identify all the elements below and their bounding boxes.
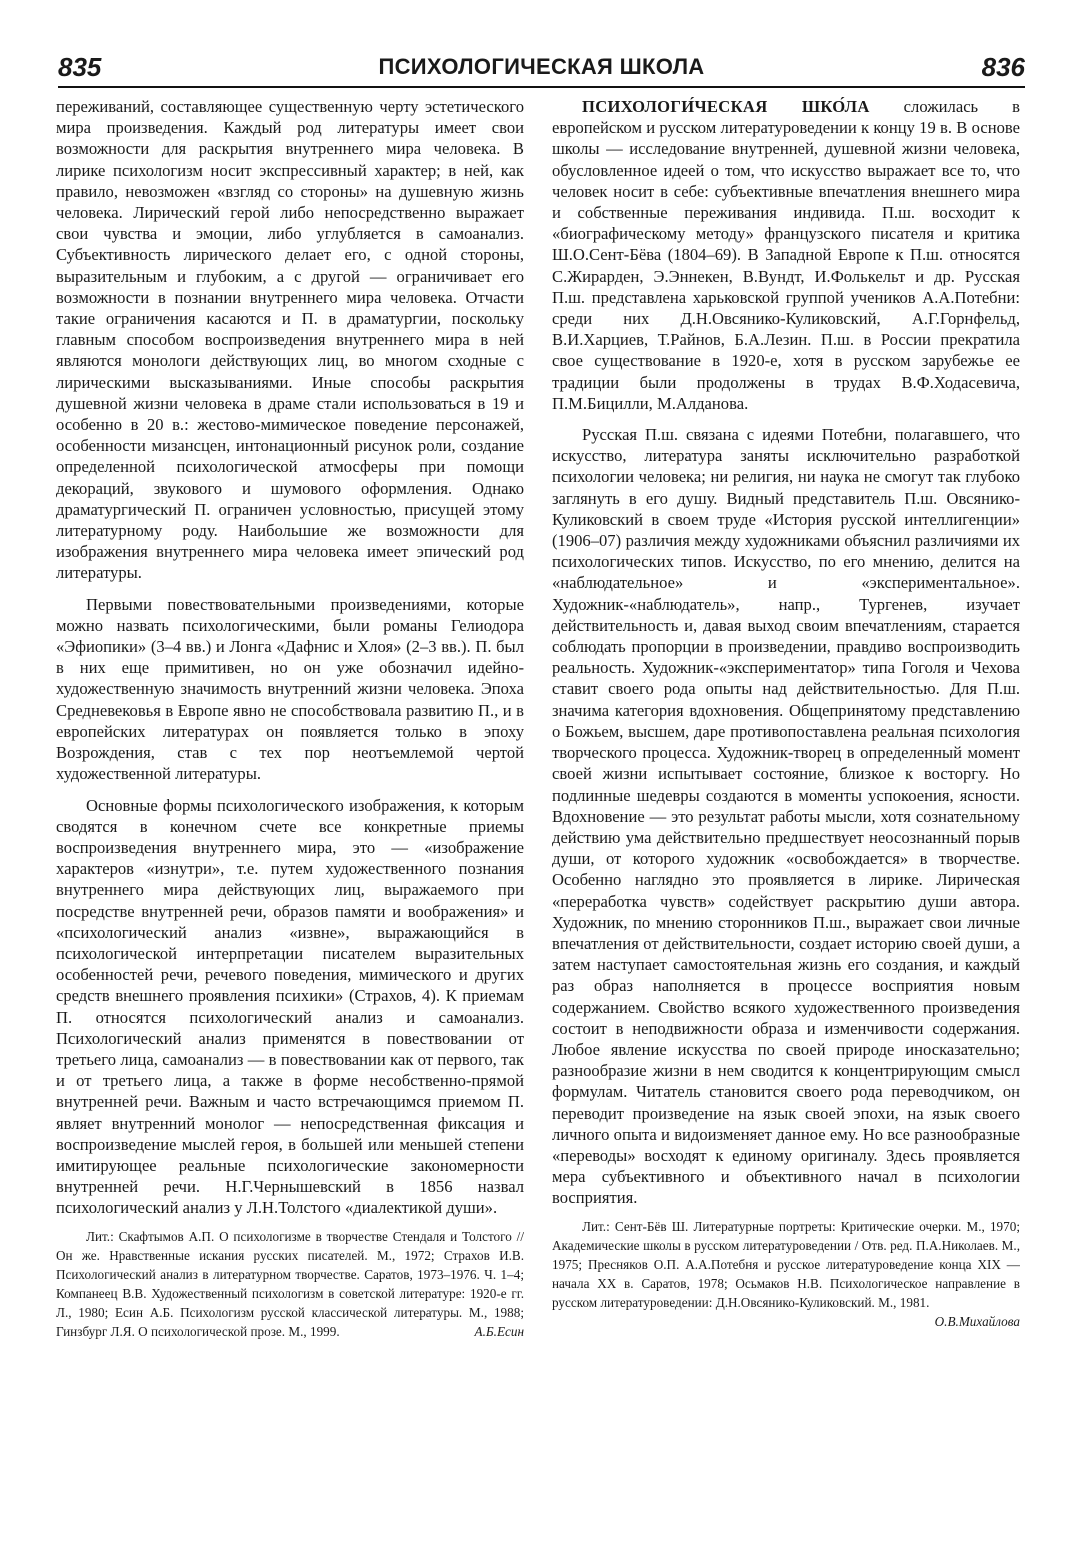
page-number-left: 835 (58, 52, 102, 82)
page-number-right: 836 (981, 52, 1025, 82)
right-author-signature: О.В.Михайлова (934, 1313, 1020, 1329)
right-bibliography (552, 1217, 1020, 1329)
left-paragraph-2: Первыми повествовательными произведениями, которые можно назвать психологическими, были романы Гелиодора «Эфиопики» (3–4 вв.) и Лонга «Дафнис и Хлоя» (2–3 вв.). П. был в них еще примитивен, но он уже обозначил идейно-художественную значимость внутренний жизни человека. Эпоха Средневековья в Европе явно не способствовала развитию П., и в европейских литературах он появляется только в эпоху Возрождения, став с тех пор неотъемлемой чертой художественной литературы. (56, 594, 524, 784)
left-bibliography-text: Лит.: Скафтымов А.П. О психологизме в творчестве Стендаля и Толстого // Он же. Нравственные искания русских писателей. М., 1972; Страхов И.В. Психологический анализ в литературном творчестве. Саратов, 1973–1976. Ч. 1–4; Компанеец В.В. Художественный психологизм в советской литературе: 1920-е гг. Л., 1980; Есин А.Б. Психологизм русской классической литературы. М., 1988; Гинзбург Л.Я. О психологической прозе. М., 1999. (56, 1228, 524, 1339)
left-author-signature: А.Б.Есин (474, 1323, 524, 1339)
entry-title: ПСИХОЛОГИ́ЧЕСКАЯ ШКО́ЛА (582, 97, 870, 116)
running-head-title: ПСИХОЛОГИЧЕСКАЯ ШКОЛА (378, 54, 705, 79)
entry-paragraph-1 (552, 96, 1020, 414)
left-paragraph-3: Основные формы психологического изображения, к которым сводятся в конечном счете все конкретные приемы воспроизведения внутреннего мира, это — «изображение характеров «изнутри», т.е. путем художественного познания внутреннего мира действующих лиц, выражаемого при посредстве внутренней речи, образов памяти и воображения» и «психологический анализ «извне», выражающийся в психологической интерпретации писателем выразительных особенностей речи, речевого поведения, мимического и других средств внешнего проявления психики» (Страхов, 4). К приемам П. относятся психологический анализ и самоанализ. Психологический анализ применятся в повествовании от третьего лица, самоанализ — в повествовании как от первого, так и от третьего лица, а также в форме несобственно-прямой внутренней речи. Важным и часто встречающимся приемом П. являет внутренний монолог — непосредственная фиксация и воспроизведение мыслей героя, в большей или меньшей степени имитирующее реальные психологические закономерности внутренней речи. Н.Г.Чернышевский в 1856 назвал психологический анализ у Л.Н.Толстого «диалектикой души». (56, 795, 524, 1218)
left-column (56, 96, 524, 1494)
right-bibliography-text: Лит.: Сент-Бёв Ш. Литературные портреты: Критические очерки. М., 1970; Академические школы в русском литературоведении / Отв. ред. П.А.Николаев. М., 1975; Пресняков О.П. А.А.Потебня и русское литературоведение конца XIX — начала XX в. Саратов, 1978; Осьмаков Н.В. Психологическое направление в русском литературоведении: Д.Н.Овсянико-Куликовский. М., 1981. (552, 1218, 1020, 1310)
left-paragraph-1: переживаний, составляющее существенную черту эстетического мира произведения. Каждый род литературы имеет свои возможности для раскрытия внутреннего мира человека. В лирике психологизм носит экспрессивный характер; в ней, как правило, невозможен «взгляд со стороны» на душевную жизнь человека. Лирический герой либо непосредственно выражает свои чувства и эмоции, либо углубляется в самоанализ. Субъективность лирического делает его, с одной стороны, выразительным и глубоким, а с другой — ограничивает его возможности в познании внутреннего мира человека. Отчасти такие ограничения касаются и П. в драматургии, поскольку главным способом воспроизведения внутреннего мира в ней являются монологи действующих лиц, во многом сходные с лирическими высказываниями. Иные способы раскрытия душевной жизни человека в драме стали использоваться в 19 и особенно в 20 в.: жестово-мимическое поведение персонажей, особенности мизансцен, интонационный рисунок роли, создание определенной психологической атмосферы при помощи декораций, звукового и шумового оформления. Однако драматургический П. ограничен условностью, присущей этому литературному роду. Наибольшие же возможности для изображения внутреннего мира человека имеет эпический род литературы. (56, 97, 524, 583)
page-header (58, 50, 1025, 88)
entry-paragraph-1-text: сложилась в европейском и русском литературоведении к концу 19 в. В основе школы — исследование внутренней, душевной жизни человека, обусловленное идеей о том, что искусство выражает все то, что человек носит в себе: субъективные впечатления внешнего мира и собственные переживания индивида. П.ш. восходит к «биографическому методу» французского писателя и критика Ш.О.Сент-Бёва (1804–69). В Западной Европе к П.ш. относятся С.Жирарден, Э.Эннекен, В.Вундт, И.Фолькельт и др. Русская П.ш. представлена харьковской группой учеников А.А.Потебни: среди них Д.Н.Овсянико-Куликовский, А.Г.Горнфельд, В.И.Харциев, Т.Райнов, Б.А.Лезин. П.ш. в России прекратила свое существование в 1920-е, хотя в русском зарубежье ее традиции были продолжены в трудах В.Ф.Ходасевича, П.М.Бицилли, М.Алданова. (552, 97, 1020, 413)
left-bibliography (56, 1227, 524, 1341)
entry-paragraph-2: Русская П.ш. связана с идеями Потебни, полагавшего, что искусство, литература заняты исключительно разработкой психологии человека; ни религия, ни наука не смогут так глубоко заглянуть в его душу. Видный представитель П.ш. Овсянико-Куликовский в своем труде «История русской интеллигенции» (1906–07) различия между художниками объяснил различиями их психологических типов. Искусство, по его мнению, делится на «наблюдательное» и «экспериментальное». Художник-«наблюдатель», напр., Тургенев, изучает действительность и, давая выход своим впечатлениям, старается соблюдать пропорции в произведении, правдиво воспроизводить реальность. Художник-«экспериментатор» типа Гоголя и Чехова ставит своего рода опыты над действительностью. Для П.ш. значима категория вдохновения. Общепринятому представлению о Божьем, высшем, даре противопоставлена реальная психология творческого процесса. Художник-творец в определенный момент своей жизни испытывает состояние, близкое к восторгу. Но подлинные шедевры создаются в моменты успокоения, ясности. Вдохновение — это результат работы мысли, хотя сознательному действию ума действительно предшествует неосознанный порыв души, от которого художник «освобождается» в творчестве. Особенно наглядно это проявляется в лирике. Лирическая «переработка чувств» содействует раскрытию души автора. Художник, по мнению сторонников П.ш., выражает свои личные впечатления от действительности, создает историю своей души, а затем наступает самостоятельная жизнь его создания, и каждый раз образ наполняется в процессе восприятия новым содержанием. Свойство всякого художественного произведения состоит в неподвижности образа и изменчивости содержания. Любое явление искусства по своей природе иносказательно; разнообразие жизни в нем сводится к концентрирующим смысл формулам. Читатель становится своего рода переводчиком, он переводит произведение на язык своей эпохи, на язык своего личного опыта и видоизменяет данное ему. Но все разнообразные «переводы» восходят к единому оригиналу. Здесь проявляется мера субъективного и объективного начал в психологии восприятия. (552, 425, 1020, 1208)
right-column (552, 96, 1020, 1494)
